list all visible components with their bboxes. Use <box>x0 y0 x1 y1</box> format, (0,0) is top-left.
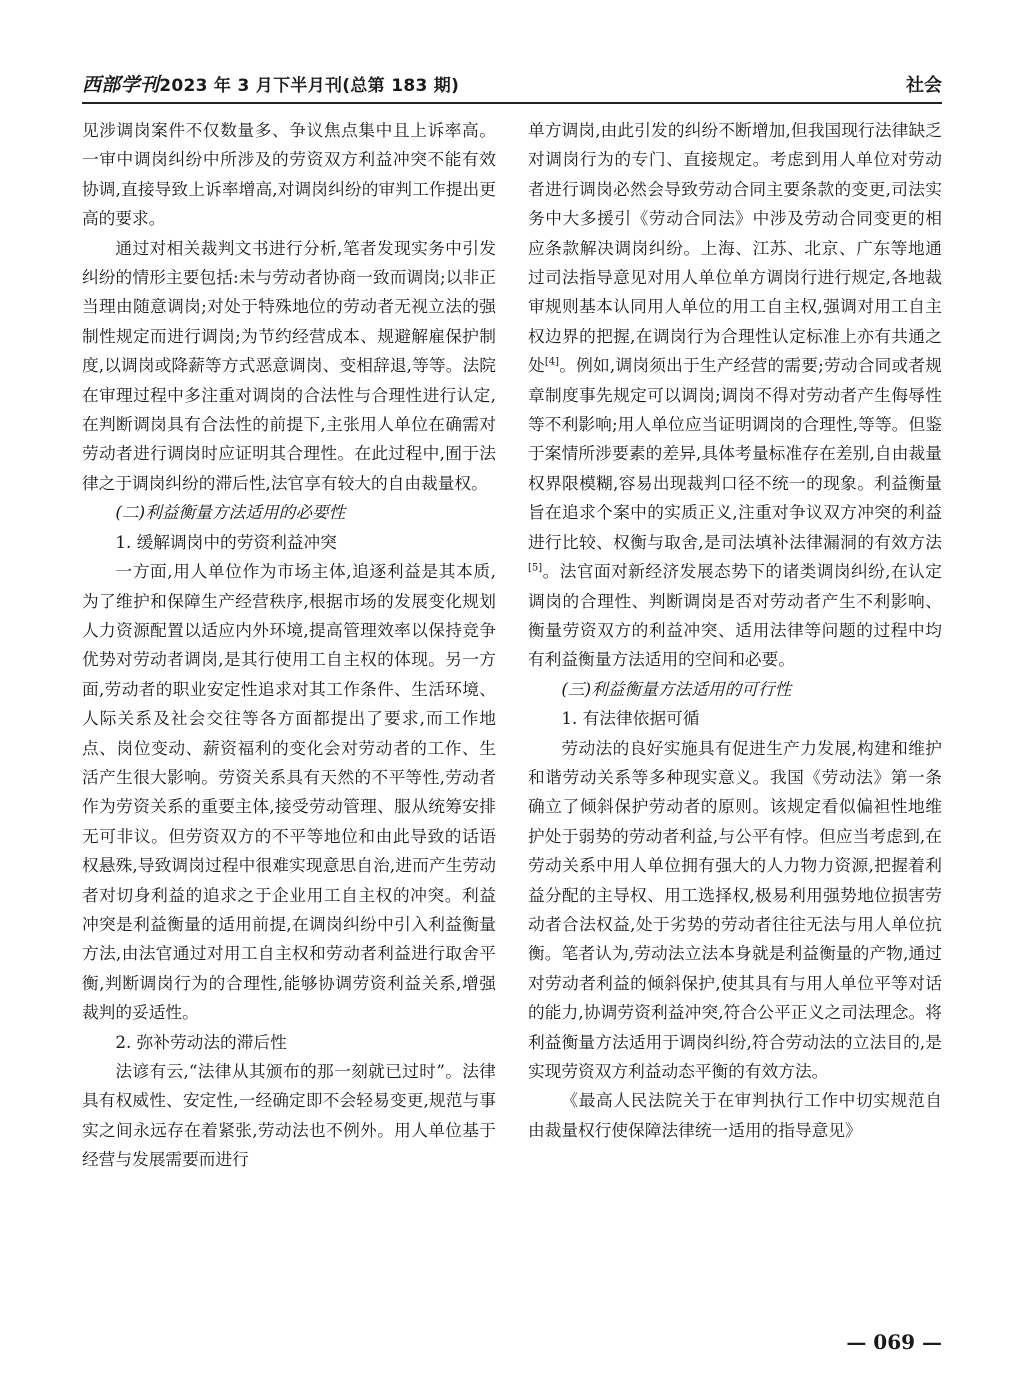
text-run: 单方调岗,由此引发的纠纷不断增加,但我国现行法律缺乏对调岗行为的专门、直接规定。考虑到用人单位对劳动者进行调岗必然会导致劳动合同主要条款的变更,司法实务中大多援引《劳动合同法》中涉及劳动合同变更的相应条款解决调岗纠纷。上海、江苏、北京、广东等地通过司法指导意见对用人单位单方调岗行进行规定,各地裁审规则基本认同用人单位的用工自主权,强调对用工自主权边界的把握,在调岗行为合理性认定标准上亦有共通之处 <box>528 120 942 376</box>
text-run: 。例如,调岗须出于生产经营的需要;劳动合同或者规章制度事先规定可以调岗;调岗不得对劳动者产生侮辱性等不利影响;用人单位应当证明调岗的合理性,等等。但鉴于案情所涉要素的差异,具体考量标准存在差别,自由裁量权界限模糊,容易出现裁判口径不统一的现象。利益衡量旨在追求个案中的实质正义,注重对争议双方冲突的利益进行比较、权衡与取舍,是司法填补法律漏洞的有效方法 <box>528 355 942 552</box>
section-heading: (二)利益衡量方法适用的必要性 <box>115 502 346 523</box>
subsection-heading: 2. 弥补劳动法的滞后性 <box>115 1031 287 1052</box>
paragraph: 《最高人民法院关于在审判执行工作中切实规范自由裁量权行使保障法律统一适用的指导意见》 <box>528 1090 942 1140</box>
paragraph: 通过对相关裁判文书进行分析,笔者发现实务中引发纠纷的情形主要包括:未与劳动者协商一致而调岗;以非正当理由随意调岗;对处于特殊地位的劳动者无视立法的强制性规定而进行调岗;为节约经营成本、规避解雇保护制度,以调岗或降薪等方式恶意调岗、变相辞退,等等。法院在审理过程中多注重对调岗的合法性与合理性进行认定,在判断调岗具有合法性的前提下,主张用人单位在确需对劳动者进行调岗时应证明其合理性。在此过程中,囿于法律之于调岗纠纷的滞后性,法官享有较大的自由裁量权。 <box>82 237 496 493</box>
subsection-heading: 1. 有法律依据可循 <box>561 708 700 729</box>
journal-title <box>82 70 459 102</box>
paragraph: 见涉调岗案件不仅数量多、争议焦点集中且上诉率高。一审中调岗纠纷中所涉及的劳资双方利益冲突不能有效协调,直接导致上诉率增高,对调岗纠纷的审判工作提出更高的要求。 <box>82 120 496 229</box>
citation-ref: [4] <box>544 356 560 368</box>
paragraph: 劳动法的良好实施具有促进生产力发展,构建和维护和谐劳动关系等多种现实意义。我国《劳动法》第一条确立了倾斜保护劳动者的原则。该规定看似偏袒性地维护处于弱势的劳动者利益,与公平有悖。但应当考虑到,在劳动关系中用人单位拥有强大的人力物力资源,把握着利益分配的主导权、用工选择权,极易利用强势地位损害劳动者合法权益,处于劣势的劳动者往往无法与用人单位抗衡。笔者认为,劳动法立法本身就是利益衡量的产物,通过对劳动者利益的倾斜保护,使其具有与用人单位平等对话的能力,协调劳资利益冲突,符合公平正义之司法理念。将利益衡量方法适用于调岗纠纷,符合劳动法的立法目的,是实现劳资双方利益动态平衡的有效方法。 <box>528 737 942 1081</box>
journal-issue: 2023 年 3 月下半月刊(总第 183 期) <box>159 76 460 96</box>
running-header <box>82 70 942 104</box>
journal-logo: 西部学刊 <box>82 74 160 96</box>
paragraph <box>528 116 942 675</box>
paragraph: 法谚有云,“法律从其颁布的那一刻就已过时”。法律具有权威性、安定性,一经确定即不会轻易变更,规范与事实之间永远存在着紧张,劳动法也不例外。用人单位基于经营与发展需要而进行 <box>82 1061 496 1170</box>
section-label: 社会 <box>906 75 942 96</box>
text-run: 。法官面对新经济发展态势下的诸类调岗纠纷,在认定调岗的合理性、判断调岗是否对劳动者产生不利影响、衡量劳资双方的利益冲突、适用法律等问题的过程中均有利益衡量方法适用的空间和必要。 <box>528 561 942 670</box>
citation-ref: [5] <box>528 562 543 574</box>
subsection-heading: 1. 缓解调岗中的劳资利益冲突 <box>115 531 337 552</box>
section-heading: (三)利益衡量方法适用的可行性 <box>561 678 792 699</box>
paragraph: 一方面,用人单位作为市场主体,追逐利益是其本质,为了维护和保障生产经营秩序,根据市场的发展变化规划人力资源配置以适应内外环境,提高管理效率以保持竞争优势对劳动者调岗,是其行使用工自主权的体现。另一方面,劳动者的职业安定性追求对其工作条件、生活环境、人际关系及社会交往等各方面都提出了要求,而工作地点、岗位变动、薪资福利的变化会对劳动者的工作、生活产生很大影响。劳资关系具有天然的不平等性,劳动者作为劳资关系的重要主体,接受劳动管理、服从统筹安排无可非议。但劳资双方的不平等地位和由此导致的话语权悬殊,导致调岗过程中很难实现意思自治,进而产生劳动者对切身利益的追求之于企业用工自主权的冲突。利益冲突是利益衡量的适用前提,在调岗纠纷中引入利益衡量方法,由法官通过对用工自主权和劳动者利益进行取舍平衡,判断调岗行为的合理性,能够协调劳资利益关系,增强裁判的妥适性。 <box>82 561 496 1023</box>
left-column <box>82 116 496 1175</box>
page-number: — 069 — <box>846 1330 942 1354</box>
right-column <box>528 116 942 1145</box>
